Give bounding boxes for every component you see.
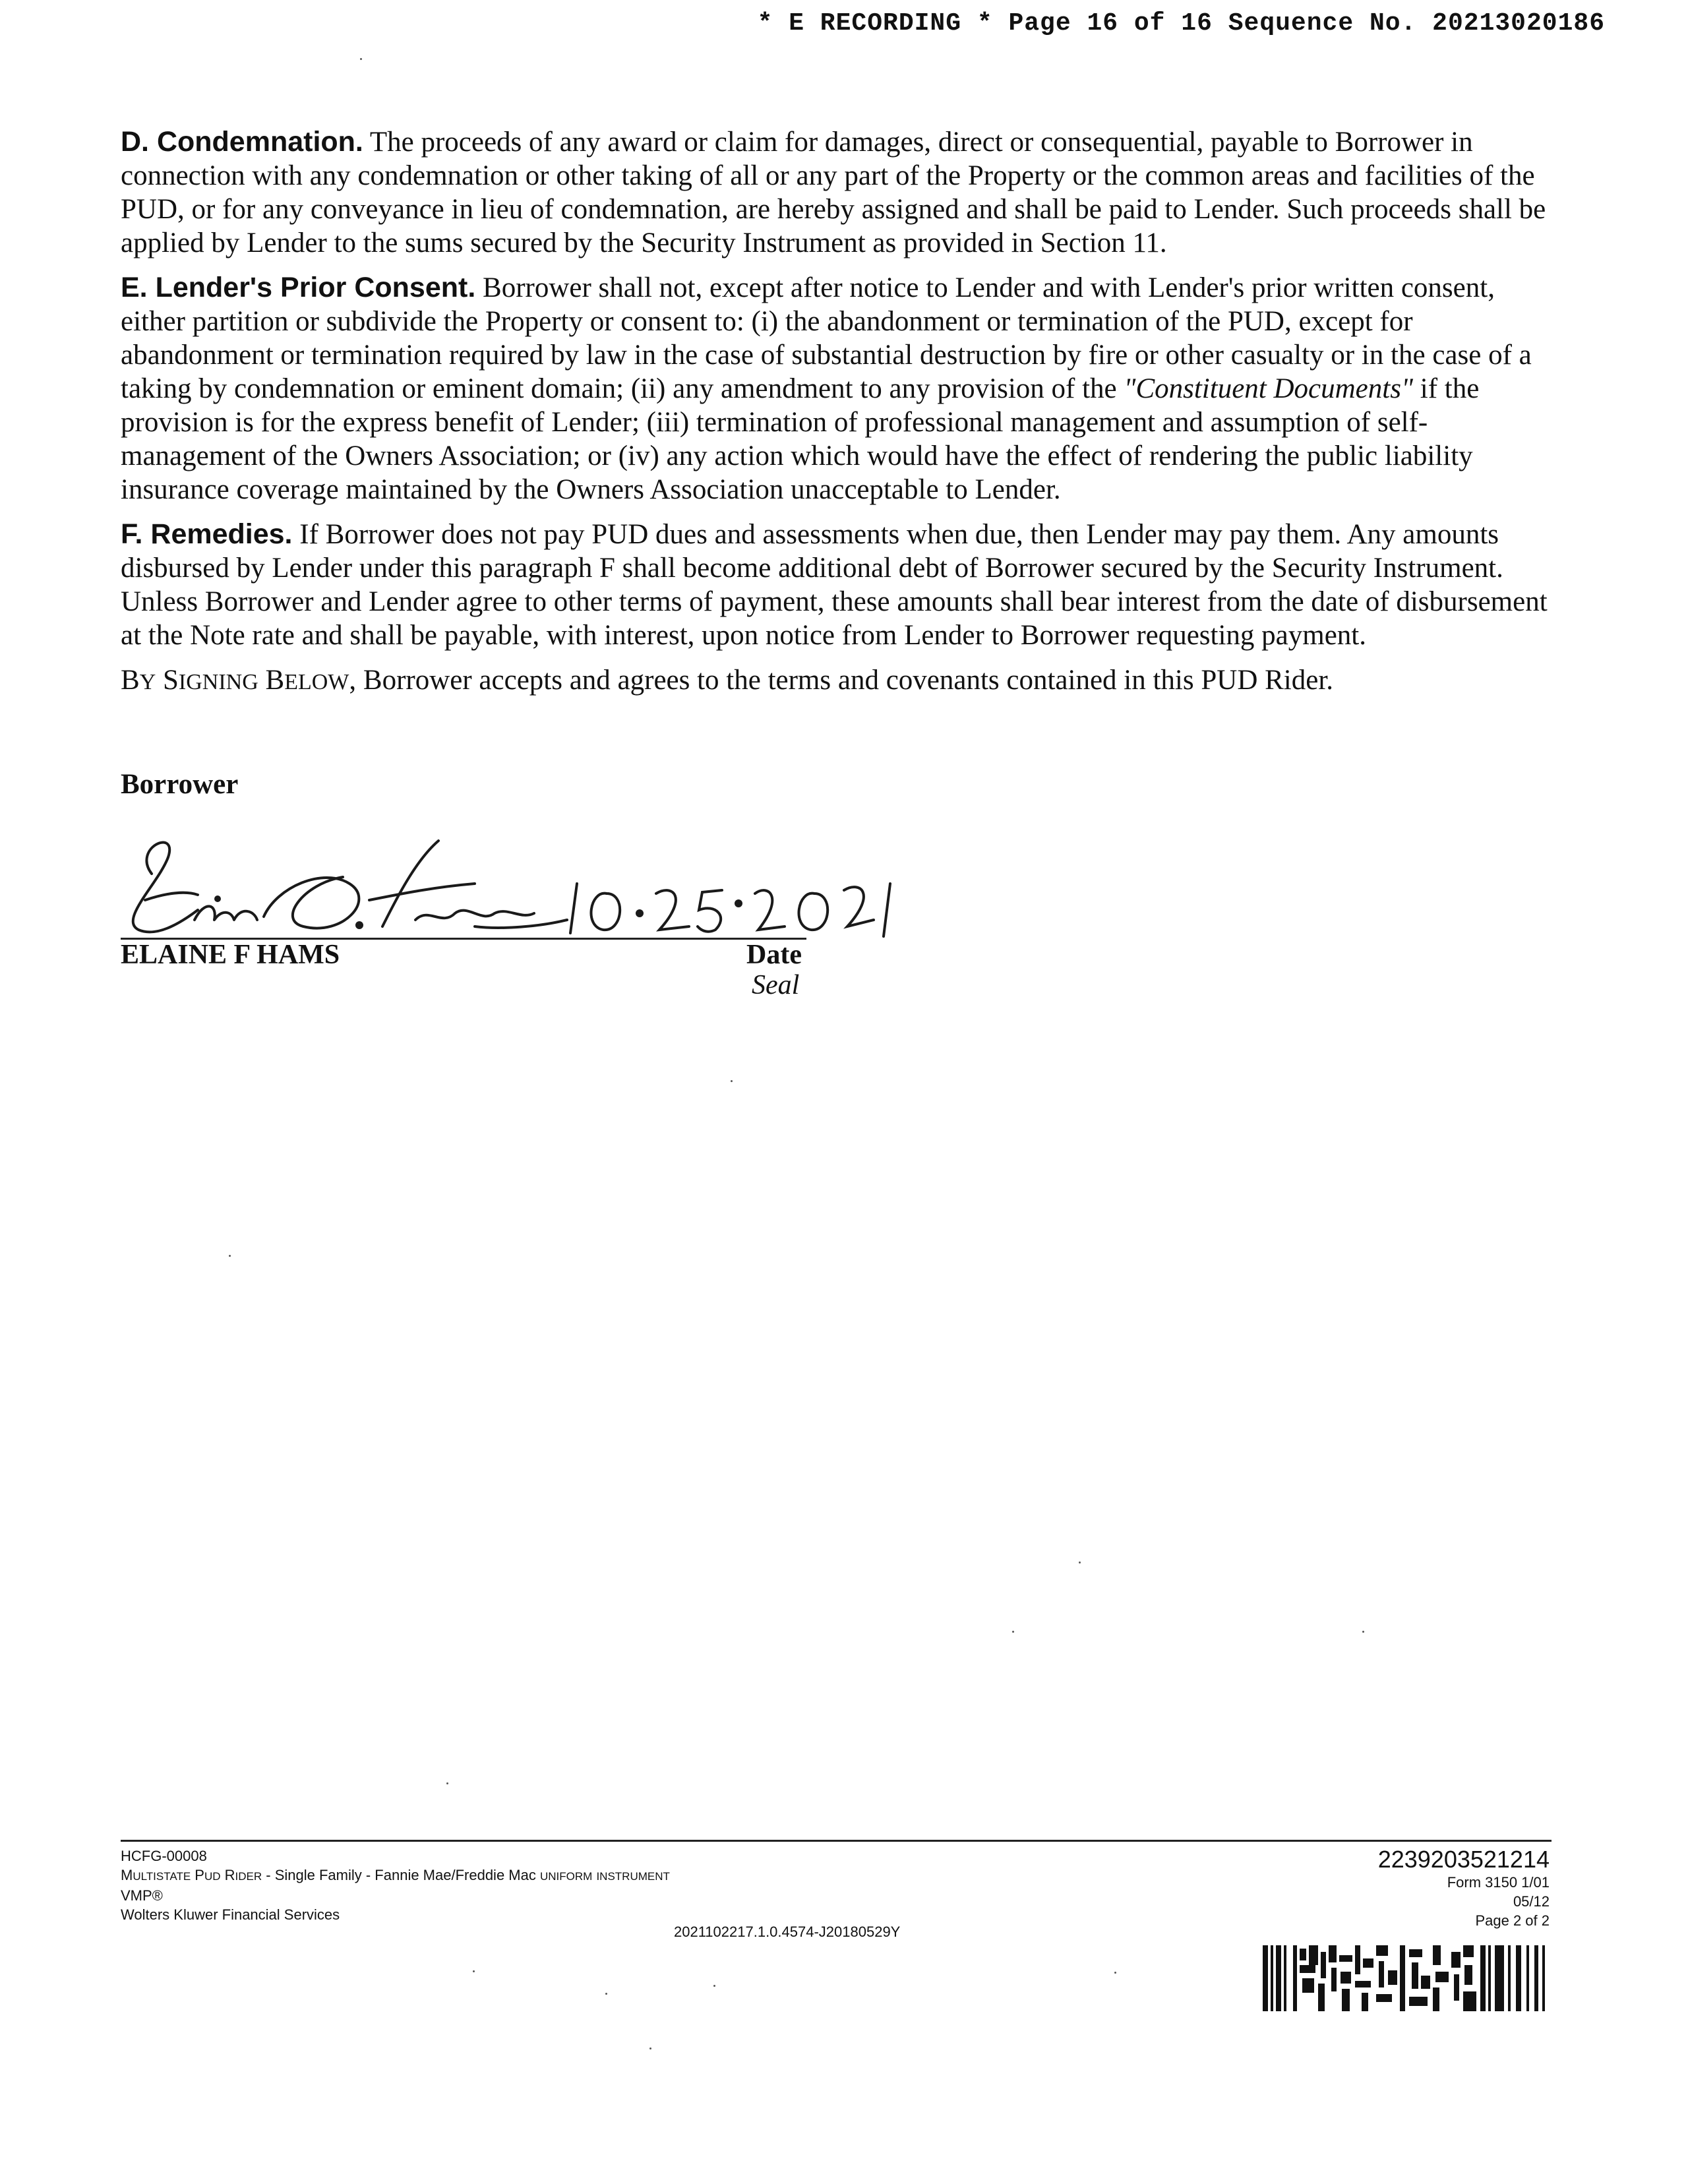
scan-speck: [713, 1985, 715, 1987]
date-label: Date: [746, 940, 802, 970]
section-e-text-a: Borrower shall not, except after notice to Lender and with Lender's prior written consent, either partition or subdivide the Property or consent to: (i) the abandonment or termination of the PUD, except for abandonment or termination required by law in the case of substantial destruction by fire or other casualty or in the case of a taking by condemnation or eminent domain; (ii) any amendment to any provision of the: [121, 272, 1532, 404]
form-number: Form 3150 1/01: [1447, 1874, 1550, 1891]
borrower-name: ELAINE F HAMS: [121, 940, 340, 970]
scan-speck: [605, 1993, 607, 1995]
scan-speck: [1114, 1972, 1116, 1974]
scan-speck: [1079, 1562, 1081, 1563]
scan-speck: [649, 2048, 651, 2049]
scan-speck: [731, 1080, 733, 1082]
signing-text: , Borrower accepts and agrees to the terms and covenants contained in this PUD Rider.: [349, 665, 1334, 696]
footer-title: [121, 1866, 670, 1886]
barcode: [1263, 1945, 1546, 2011]
handwritten-signature: [106, 821, 897, 940]
section-f-heading: F. Remedies.: [121, 518, 293, 550]
signing-lead-b3: B: [258, 665, 285, 696]
section-e-heading: E. Lender's Prior Consent.: [121, 272, 476, 303]
signing-lead-b1: B: [121, 665, 140, 696]
signing-lead-s3: ELOW: [284, 670, 349, 694]
title-part: M: [121, 1867, 133, 1883]
title-part: R: [220, 1867, 235, 1883]
borrower-label: Borrower: [121, 769, 239, 800]
signing-lead-s1: Y: [139, 670, 156, 694]
scan-speck: [446, 1782, 448, 1784]
section-e-text-b: if the provision is for the express benefit of Lender; (iii) termination of professional management and assumption of self-management of the Owners Association; or (iv) any action which would have the effect of rendering the public liability insurance coverage maintained by the Owners Association unacceptable to Lender.: [121, 373, 1480, 505]
seal-label: Seal: [752, 970, 800, 1000]
scan-speck: [360, 58, 362, 60]
section-f-remedies: [121, 518, 1552, 652]
section-d-text: The proceeds of any award or claim for damages, direct or consequential, payable to Borrower in connection with any condemnation or other taking of all or any part of the Property or the common areas and facilities of the PUD, or for any conveyance in lieu of condemnation, are hereby assigned and shall be paid to Lender. Such proceeds shall be applied by Lender to the sums secured by the Security Instrument as provided in Section 11.: [121, 127, 1546, 258]
document-body: [121, 125, 1552, 710]
recording-header: * E RECORDING * Page 16 of 16 Sequence No. 20213020186: [757, 9, 1605, 38]
title-part: - Single Family - Fannie Mae/Freddie Mac: [262, 1867, 540, 1883]
signing-statement: [121, 663, 1552, 699]
section-f-text: If Borrower does not pay PUD dues and assessments when due, then Lender may pay them. Any amounts disbursed by Lender under this paragraph F shall become additional debt of Borrower secured by the Security Instrument. Unless Borrower and Lender agree to other terms of payment, these amounts shall bear interest from the date of disbursement at the Note rate and shall be payable, with interest, upon notice from Lender to Borrower requesting payment.: [121, 519, 1548, 651]
scan-speck: [229, 1255, 231, 1257]
section-d-condemnation: [121, 125, 1552, 260]
footer-code: HCFG-00008: [121, 1848, 207, 1864]
footer-left: [121, 1846, 670, 1924]
signing-lead-s2: IGNING: [178, 670, 258, 694]
page-number: Page 2 of 2: [1475, 1912, 1550, 1929]
form-revision: 05/12: [1513, 1893, 1550, 1910]
footer-doc-id: 2021102217.1.0.4574-J20180529Y: [674, 1924, 901, 1940]
title-part: INSTRUMENT: [596, 1870, 670, 1883]
section-d-heading: D. Condemnation.: [121, 126, 363, 158]
title-part: IDER: [235, 1870, 262, 1883]
section-e-italic-term: "Constituent Documents": [1124, 373, 1413, 404]
title-part: P: [191, 1867, 204, 1883]
title-part: UNIFORM: [539, 1870, 593, 1883]
scan-speck: [473, 1970, 475, 1972]
loan-number: 2239203521214: [1377, 1846, 1550, 1873]
scan-speck: [1362, 1631, 1364, 1633]
footer-company: Wolters Kluwer Financial Services: [121, 1906, 340, 1923]
scan-speck: [1012, 1631, 1014, 1633]
footer-rule: [121, 1840, 1552, 1842]
footer-right: [1378, 1846, 1550, 1930]
title-part: ULTISTATE: [133, 1870, 191, 1883]
title-part: UD: [204, 1870, 221, 1883]
section-e-prior-consent: [121, 271, 1552, 506]
signing-lead-b2: S: [156, 665, 179, 696]
footer-vendor: VMP®: [121, 1887, 163, 1904]
